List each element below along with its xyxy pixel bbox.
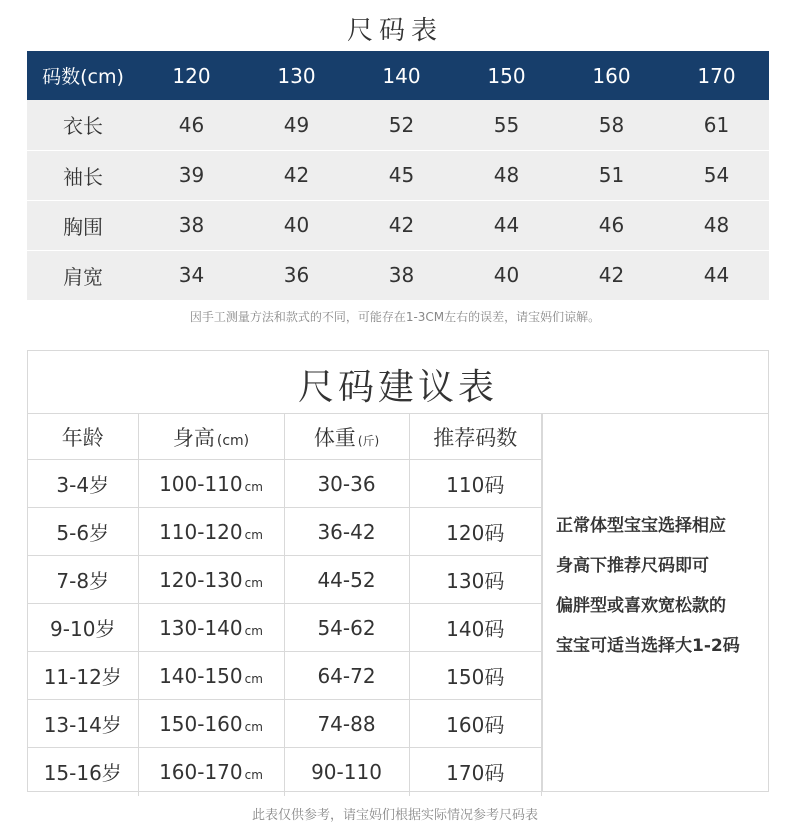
measurement-value: 48 <box>454 150 559 200</box>
measurement-value: 42 <box>559 250 664 300</box>
age-cell: 13-14岁 <box>28 700 138 748</box>
size-cell: 140码 <box>409 604 542 652</box>
height-cell: 130-140 cm <box>138 604 284 652</box>
recommendation-title: 尺码建议表 <box>297 367 498 408</box>
size-header-cell: 160 <box>559 51 664 100</box>
size-cell: 130码 <box>409 556 542 604</box>
measurement-value: 55 <box>454 100 559 150</box>
measurement-value: 46 <box>139 100 244 150</box>
header-height: 身高 (cm) <box>138 414 284 460</box>
height-unit: cm <box>244 623 263 638</box>
measurement-label: 胸围 <box>27 200 139 250</box>
measurement-value: 46 <box>559 200 664 250</box>
age-cell: 15-16岁 <box>28 748 138 796</box>
size-chart-row <box>27 150 769 200</box>
age-cell: 9-10岁 <box>28 604 138 652</box>
recommendation-header-row <box>28 414 542 460</box>
recommendation-row <box>28 604 542 652</box>
height-unit: cm <box>244 575 263 590</box>
height-cell: 110-120 cm <box>138 508 284 556</box>
measurement-value: 39 <box>139 150 244 200</box>
size-header-cell: 120 <box>139 51 244 100</box>
size-cell: 150码 <box>409 652 542 700</box>
recommendation-note: 此表仅供参考，请宝妈们根据实际情况参考尺码表 <box>251 808 538 823</box>
height-unit: cm <box>244 479 263 494</box>
recommendation-row <box>28 652 542 700</box>
advice-line: 正常体型宝宝选择相应 <box>556 516 726 536</box>
measurement-value: 40 <box>454 250 559 300</box>
size-cell: 120码 <box>409 508 542 556</box>
weight-cell: 64-72 <box>284 652 409 700</box>
measurement-value: 44 <box>664 250 769 300</box>
recommendation-row <box>28 460 542 508</box>
height-unit: cm <box>244 767 263 782</box>
measurement-label: 袖长 <box>27 150 139 200</box>
size-cell: 110码 <box>409 460 542 508</box>
weight-cell: 44-52 <box>284 556 409 604</box>
size-cell: 160码 <box>409 700 542 748</box>
advice-line: 身高下推荐尺码即可 <box>556 556 709 576</box>
size-chart-header-row <box>27 51 769 100</box>
height-unit: cm <box>244 671 263 686</box>
weight-cell: 74-88 <box>284 700 409 748</box>
weight-cell: 54-62 <box>284 604 409 652</box>
height-cell: 160-170 cm <box>138 748 284 796</box>
header-size: 推荐码数 <box>409 414 542 460</box>
size-header-cell: 140 <box>349 51 454 100</box>
measurement-value: 42 <box>244 150 349 200</box>
header-height-unit: (cm) <box>216 432 250 449</box>
recommendation-row <box>28 508 542 556</box>
height-cell: 150-160 cm <box>138 700 284 748</box>
weight-cell: 30-36 <box>284 460 409 508</box>
advice-line: 偏胖型或喜欢宽松款的 <box>556 596 726 616</box>
size-chart-note: 因手工测量方法和款式的不同，可能存在1-3CM左右的误差，请宝妈们谅解。 <box>189 310 601 324</box>
size-chart-title: 尺码表 <box>346 16 443 46</box>
measurement-label: 肩宽 <box>27 250 139 300</box>
recommendation-panel <box>27 350 769 792</box>
weight-cell: 36-42 <box>284 508 409 556</box>
age-cell: 5-6岁 <box>28 508 138 556</box>
measurement-value: 42 <box>349 200 454 250</box>
header-weight-unit: (斤) <box>357 433 380 448</box>
size-header-cell: 170 <box>664 51 769 100</box>
height-unit: cm <box>244 527 263 542</box>
measurement-value: 38 <box>139 200 244 250</box>
size-cell: 170码 <box>409 748 542 796</box>
height-cell: 140-150 cm <box>138 652 284 700</box>
recommendation-row <box>28 556 542 604</box>
advice-box <box>542 413 768 791</box>
measurement-value: 51 <box>559 150 664 200</box>
measurement-value: 45 <box>349 150 454 200</box>
height-cell: 100-110 cm <box>138 460 284 508</box>
measurement-value: 54 <box>664 150 769 200</box>
header-weight: 体重 (斤) <box>284 414 409 460</box>
measurement-value: 61 <box>664 100 769 150</box>
advice-line: 宝宝可适当选择大1-2码 <box>556 636 740 656</box>
measurement-value: 38 <box>349 250 454 300</box>
weight-cell: 90-110 <box>284 748 409 796</box>
measurement-value: 36 <box>244 250 349 300</box>
age-cell: 3-4岁 <box>28 460 138 508</box>
header-age: 年龄 <box>28 414 138 460</box>
measurement-value: 44 <box>454 200 559 250</box>
size-chart-row <box>27 250 769 300</box>
height-cell: 120-130 cm <box>138 556 284 604</box>
age-cell: 11-12岁 <box>28 652 138 700</box>
recommendation-row <box>28 700 542 748</box>
measurement-value: 34 <box>139 250 244 300</box>
size-chart-row <box>27 200 769 250</box>
measurement-value: 40 <box>244 200 349 250</box>
size-chart-table <box>27 51 769 300</box>
recommendation-row <box>28 748 542 796</box>
measurement-value: 58 <box>559 100 664 150</box>
height-unit: cm <box>244 719 263 734</box>
size-chart-row <box>27 100 769 150</box>
measurement-label: 衣长 <box>27 100 139 150</box>
size-header-cell: 150 <box>454 51 559 100</box>
age-cell: 7-8岁 <box>28 556 138 604</box>
measurement-value: 48 <box>664 200 769 250</box>
measurement-value: 49 <box>244 100 349 150</box>
recommendation-table <box>28 413 542 796</box>
size-header-label: 码数(cm) <box>27 51 139 100</box>
size-header-cell: 130 <box>244 51 349 100</box>
measurement-value: 52 <box>349 100 454 150</box>
